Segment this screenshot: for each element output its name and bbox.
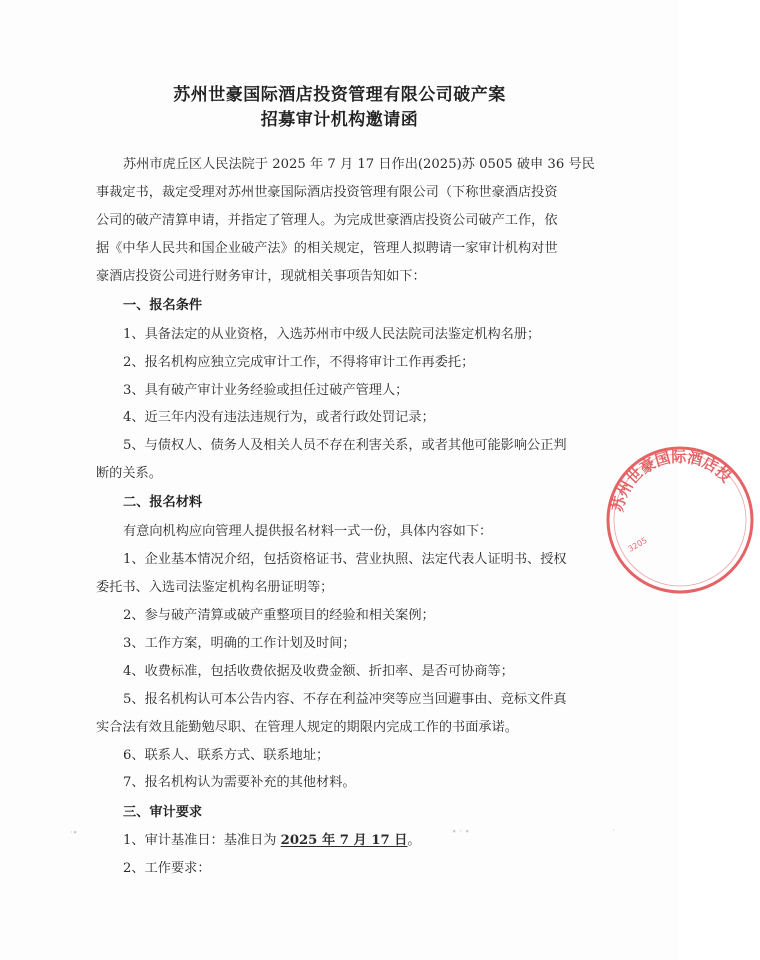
- intro-line-4: 据《中华人民共和国企业破产法》的相关规定，管理人拟聘请一家审计机构对世: [96, 241, 558, 256]
- intro-line-2: 事裁定书，裁定受理对苏州世豪国际酒店投资管理有限公司（下称世豪酒店投资: [96, 185, 558, 200]
- section2-item-1: 1、企业基本情况介绍，包括资格证书、营业执照、法定代表人证明书、授权: [123, 552, 567, 567]
- scan-speck: ∙ · ∙: [452, 827, 470, 837]
- document-title-line2: 招募审计机构邀请函: [260, 110, 419, 130]
- section2-item-5-cont: 实合法有效且能勤勉尽职、在管理人规定的期限内完成工作的书面承诺。: [96, 720, 518, 735]
- section1-item-5-cont: 断的关系。: [96, 466, 162, 481]
- scan-speck: ·∙: [70, 828, 78, 838]
- section2-item-2: 2、参与破产清算或破产重整项目的经验和相关案例；: [123, 608, 435, 623]
- intro-line-1: 苏州市虎丘区人民法院于 2025 年 7 月 17 日作出(2025)苏 0505 破申 36 号民: [123, 157, 595, 172]
- section2-item-1-cont: 委托书、入选司法鉴定机构名册证明等；: [96, 580, 334, 595]
- section1-item-4: 4、近三年内没有违法违规行为，或者行政处罚记录；: [123, 410, 435, 425]
- section3-item-1: [123, 833, 421, 849]
- section2-item-4: 4、收费标准，包括收费依据及收费金额、折扣率、是否可协商等；: [123, 664, 514, 679]
- section3-item-1-suffix: 。: [407, 833, 421, 848]
- section3-item-2: 2、工作要求：: [123, 861, 211, 876]
- section2-item-5: 5、报名机构认可本公告内容、不存在利益冲突等应当回避事由、竞标文件真: [123, 692, 567, 707]
- official-seal-icon: [600, 440, 760, 600]
- section2-item-7: 7、报名机构认为需要补充的其他材料。: [123, 775, 356, 790]
- section2-item-6: 6、联系人、联系方式、联系地址；: [123, 748, 330, 763]
- section1-item-2: 2、报名机构应独立完成审计工作，不得将审计工作再委托；: [123, 355, 475, 370]
- section1-heading: 一、报名条件: [123, 298, 203, 313]
- intro-line-5: 豪酒店投资公司进行财务审计，现就相关事项告知如下：: [96, 269, 426, 284]
- section3-item-1-prefix: 1、审计基准日：基准日为: [123, 833, 281, 848]
- benchmark-date: 2025 年 7 月 17 日: [280, 833, 408, 848]
- section2-item-3: 3、工作方案，明确的工作计划及时间；: [123, 636, 356, 651]
- intro-line-3: 公司的破产清算申请，并指定了管理人。为完成世豪酒店投资公司破产工作，依: [96, 213, 558, 228]
- section2-intro: 有意向机构应向管理人提供报名材料一式一份，具体内容如下：: [123, 524, 493, 539]
- seal-text: 苏州世豪国际酒店投: [608, 447, 735, 514]
- seal-number: 3205: [626, 535, 649, 554]
- section1-item-5: 5、与债权人、债务人及相关人员不存在利害关系，或者其他可能影响公正判: [123, 438, 567, 453]
- document-title-line1: 苏州世豪国际酒店投资管理有限公司破产案: [173, 85, 506, 105]
- section3-heading: 三、审计要求: [123, 805, 203, 820]
- section1-item-1: 1、具备法定的从业资格，入选苏州市中级人民法院司法鉴定机构名册；: [123, 327, 541, 342]
- section2-heading: 二、报名材料: [123, 495, 203, 510]
- scan-speck: ·: [612, 826, 615, 836]
- section1-item-3: 3、具有破产审计业务经验或担任过破产管理人；: [123, 383, 409, 398]
